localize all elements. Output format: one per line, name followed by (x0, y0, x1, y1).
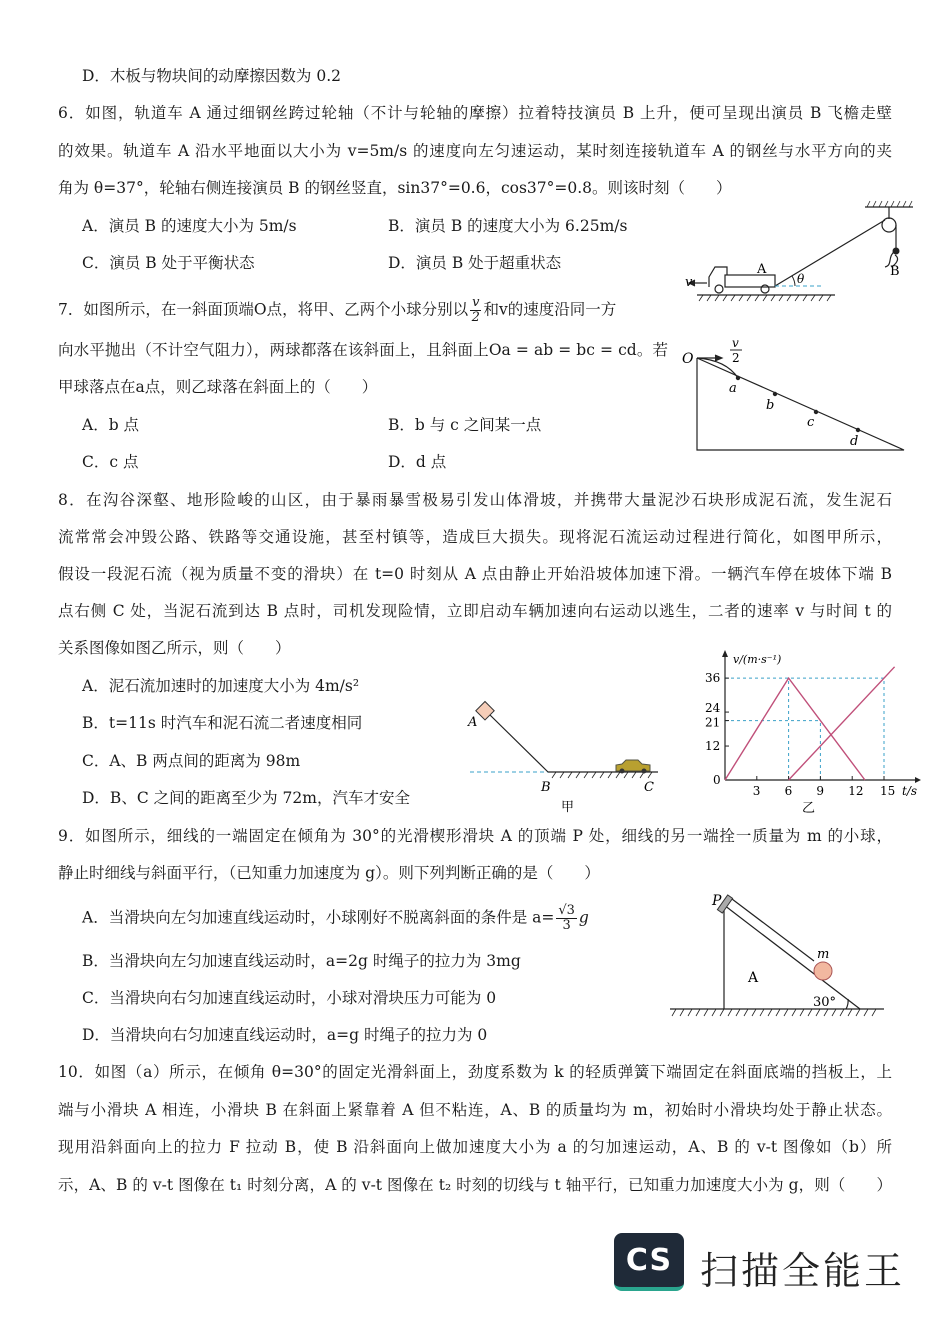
q8-option-b: B．t=11s 时汽车和泥石流二者速度相同 (82, 714, 363, 732)
x-axis-arrow-icon (915, 777, 921, 783)
point-c-label: c (807, 415, 815, 430)
ball (814, 962, 832, 980)
point-c-label: C (644, 780, 654, 795)
watermark-text: 扫描全能王 (700, 1249, 906, 1293)
fig-v-label: v (732, 336, 739, 350)
x-tick-label: 15 (880, 784, 896, 798)
q7-option-a: A．b 点 (82, 416, 140, 434)
velocity-label: v (685, 275, 693, 290)
point-a-label: A (468, 715, 478, 730)
point-p-label: P (712, 893, 722, 909)
g-symbol: g (578, 908, 589, 927)
q9-figure (662, 885, 892, 1020)
q8-stem-line: 8．在沟谷深壑、地形险峻的山区，由于暴雨暴雪极易引发山体滑坡，并携带大量泥沙石块形成泥石流，发生泥石 (58, 491, 892, 509)
q10-stem-line: 端与小滑块 A 相连，小滑块 B 在斜面上紧靠着 A 但不粘连，A、B 的质量均为 m，初始时小滑块均处于静止状态。 (58, 1101, 892, 1119)
series-line (789, 667, 895, 780)
q6-stem-line: 6．如图，轨道车 A 通过细钢丝跨过轮轴（不计与轮轴的摩擦）拉着特技演员 B 上升，便可呈现出演员 B 飞檐走壁 (58, 104, 892, 122)
camscanner-logo: CS (614, 1233, 684, 1291)
q8-option-d: D．B、C 之间的距离至少为 72m，汽车才安全 (82, 789, 410, 807)
y-tick-label: 36 (705, 671, 721, 686)
q8-option-c: C．A、B 两点间的距离为 98m (82, 752, 301, 770)
vt-chart (690, 645, 930, 820)
q7-stem-line: 向水平抛出（不计空气阻力），两球都落在该斜面上，且斜面上Oa = ab = bc = cd。若 (58, 341, 668, 359)
q6-option-b: B．演员 B 的速度大小为 6.25m/s (388, 217, 628, 235)
q7-stem-line: 甲球落点在a点，则乙球落在斜面上的（ ） (58, 378, 378, 396)
x-tick-label: 6 (784, 784, 793, 798)
q10-stem-line: 示，A、B 的 v-t 图像在 t₁ 时刻分离，A 的 v-t 图像在 t₂ 时刻的切线与 t 轴平行，已知重力加速度大小为 g，则（ ） (58, 1176, 892, 1194)
performer-label: B (890, 264, 900, 279)
angle-label: 30° (813, 995, 837, 1010)
x-tick-label: 12 (848, 784, 864, 798)
cart-label: A (757, 262, 767, 277)
y-tick-label: 0 (713, 773, 721, 787)
q6-option-a: A．演员 B 的速度大小为 5m/s (82, 217, 297, 235)
q6-stem-line: 角为 θ=37°，轮轴右侧连接演员 B 的钢丝竖直，sin37°=0.6，cos37°=0.8。则该时刻（ ） (58, 179, 732, 197)
q9-option-a-text: A．当滑块向左匀加速直线运动时，小球刚好不脱离斜面的条件是 a= (82, 908, 555, 927)
q8-stem-line: 关系图像如图乙所示，则（ ） (58, 639, 291, 657)
caption-jia: 甲 (561, 800, 575, 815)
angle-label: θ (797, 272, 805, 286)
q7-figure (680, 330, 910, 455)
q9-option-d: D．当滑块向右匀加速直线运动时，a=g 时绳子的拉力为 0 (82, 1026, 488, 1044)
point-d-label: d (850, 434, 859, 449)
wedge-label: A (748, 970, 759, 986)
q6-figure (685, 195, 925, 305)
q7-option-d: D．d 点 (388, 453, 447, 471)
fraction-sqrt3-over-3 (556, 904, 577, 933)
fig-2-label: 2 (732, 351, 740, 365)
q10-stem-line: 现用沿斜面向上的拉力 F 拉动 B，使 B 沿斜面向上做加速度大小为 a 的匀加速运动，A、B 的 v-t 图像如（b）所 (58, 1138, 892, 1156)
q10-stem-line: 10．如图（a）所示，在倾角 θ=30°的固定光滑斜面上，劲度系数为 k 的轻质弹簧下端固定在斜面底端的挡板上，上 (58, 1063, 892, 1081)
point-a-label: a (729, 381, 737, 396)
car-icon (616, 760, 650, 774)
q9-option-a (82, 904, 589, 933)
frac-den: 3 (562, 918, 571, 933)
x-tick-label: 9 (816, 784, 825, 798)
q7-option-c: C．c 点 (82, 453, 139, 471)
chart-caption: 乙 (802, 801, 816, 816)
q6-option-c: C．演员 B 处于平衡状态 (82, 254, 255, 272)
q5-option-d: D．木板与物块间的动摩擦因数为 0.2 (82, 67, 342, 85)
frac-num: √3 (558, 903, 575, 918)
q9-option-b: B．当滑块向左匀加速直线运动时，a=2g 时绳子的拉力为 3mg (82, 952, 521, 970)
q6-stem-line: 的效果。轨道车 A 沿水平地面以大小为 v=5m/s 的速度向左匀速运动，某时刻连接轨道车 A 的钢丝与水平方向的夹 (58, 142, 892, 160)
q8-figure-jia (460, 690, 670, 820)
q9-stem-line: 静止时细线与斜面平行，（已知重力加速度为 g）。则下列判断正确的是（ ） (58, 864, 600, 882)
q8-stem-line: 点右侧 C 处，当泥石流到达 B 点时，司机发现险情，立即启动车辆加速向右运动以逃生，二者的速率 v 与时间 t 的 (58, 602, 892, 620)
y-tick-label: 21 (705, 715, 721, 730)
q9-stem-line: 9．如图所示，细线的一端固定在倾角为 30°的光滑楔形滑块 A 的顶端 P 处，细线的另一端拴一质量为 m 的小球， (58, 827, 892, 845)
q7-option-b: B．b 与 c 之间某一点 (388, 416, 542, 434)
point-b-label: b (766, 398, 775, 413)
y-axis-label: v/(m·s⁻¹) (733, 653, 782, 666)
series-line (725, 678, 865, 780)
q8-option-a: A．泥石流加速时的加速度大小为 4m/s² (82, 677, 360, 695)
q7-text: 和v的速度沿同一方 (483, 300, 617, 319)
q8-stem-line: 假设一段泥石流（视为质量不变的滑块）在 t=0 时刻从 A 点由静止开始沿坡体加速下滑。一辆汽车停在坡体下端 B (58, 565, 892, 583)
mass-label: m (817, 947, 830, 962)
x-tick-label: 3 (752, 784, 761, 798)
point-o-label: O (682, 351, 694, 367)
q8-stem-line: 流常常会冲毁公路、铁路等交通设施，甚至村镇等，造成巨大损失。现将泥石流运动过程进行简化，如图甲所示， (58, 528, 892, 546)
point-b-label: B (541, 780, 551, 795)
q7-stem-line (58, 296, 616, 325)
frac-den: 2 (471, 310, 480, 325)
frac-num: v (472, 295, 480, 310)
y-axis-arrow-icon (722, 650, 728, 657)
q6-option-d: D．演员 B 处于超重状态 (388, 254, 562, 272)
q7-text: 7．如图所示，在一斜面顶端O点，将甲、乙两个小球分别以 (58, 300, 469, 319)
q9-option-c: C．当滑块向右匀加速直线运动时，小球对滑块压力可能为 0 (82, 989, 497, 1007)
y-tick-label: 24 (705, 701, 721, 716)
y-tick-label: 12 (705, 739, 721, 754)
x-axis-label: t/s (902, 784, 918, 798)
fraction-v-over-2 (470, 296, 481, 325)
